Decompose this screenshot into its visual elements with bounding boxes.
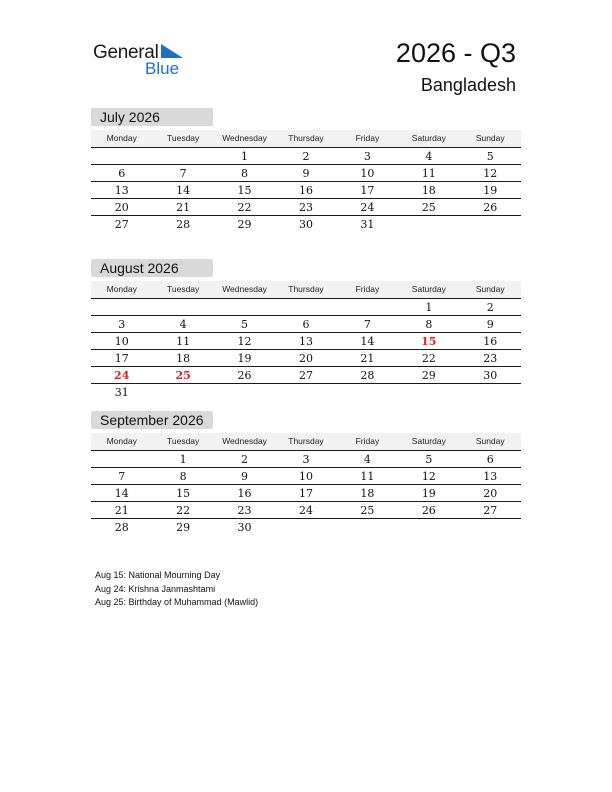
day-cell: 22 <box>237 201 252 214</box>
day-cell: 16 <box>298 184 313 197</box>
day-cell: 1 <box>425 301 433 314</box>
day-cell: 7 <box>363 318 371 331</box>
day-cell: 26 <box>421 504 436 517</box>
weekday-header: Wednesday <box>222 284 267 294</box>
logo-general-text: General <box>93 42 159 63</box>
day-cell: 28 <box>114 521 129 534</box>
empty-day-cell <box>152 148 213 164</box>
day-cell: 21 <box>360 352 375 365</box>
week-row <box>91 182 521 199</box>
day-cell: 26 <box>237 369 252 382</box>
day-cell: 6 <box>118 167 126 180</box>
weekday-header: Monday <box>106 133 137 143</box>
empty-day-cell <box>152 384 213 400</box>
empty-day-cell <box>214 299 275 315</box>
holiday-notes <box>95 569 258 610</box>
day-cell: 4 <box>179 318 187 331</box>
day-cell: 29 <box>176 521 191 534</box>
month-label: July 2026 <box>91 108 213 126</box>
weekday-header: Tuesday <box>166 133 200 143</box>
weekday-header: Monday <box>106 436 137 446</box>
day-cell: 28 <box>360 369 375 382</box>
weekday-header: Sunday <box>475 133 505 143</box>
day-cell: 19 <box>237 352 252 365</box>
weekday-header: Friday <box>355 436 380 446</box>
day-cell: 24 <box>360 201 375 214</box>
day-cell: 20 <box>114 201 129 214</box>
day-cell: 9 <box>486 318 494 331</box>
day-cell: 19 <box>483 184 498 197</box>
week-row <box>91 384 521 400</box>
holiday-note: Aug 24: Krishna Janmashtami <box>95 583 216 594</box>
logo-blue-text: Blue <box>145 59 180 78</box>
week-row <box>91 316 521 333</box>
week-row <box>91 519 521 535</box>
week-row <box>91 216 521 232</box>
day-cell: 8 <box>425 318 433 331</box>
day-cell: 27 <box>114 218 129 231</box>
day-cell: 17 <box>298 487 313 500</box>
empty-day-cell <box>91 451 152 467</box>
empty-day-cell <box>275 519 336 535</box>
empty-day-cell <box>275 384 336 400</box>
day-cell: 23 <box>237 504 252 517</box>
day-cell: 5 <box>486 150 494 163</box>
month-label: August 2026 <box>91 259 213 277</box>
week-row <box>91 468 521 485</box>
empty-day-cell <box>460 216 521 232</box>
empty-day-cell <box>398 216 459 232</box>
empty-day-cell <box>460 384 521 400</box>
week-row <box>91 485 521 502</box>
month-label: September 2026 <box>91 411 213 429</box>
month-july <box>91 108 521 232</box>
day-cell: 22 <box>421 352 436 365</box>
day-cell: 28 <box>176 218 191 231</box>
week-row <box>91 502 521 519</box>
day-cell: 18 <box>360 487 375 500</box>
day-cell: 2 <box>486 301 494 314</box>
empty-day-cell <box>214 384 275 400</box>
day-cell: 11 <box>176 335 191 348</box>
day-cell: 30 <box>483 369 498 382</box>
day-cell: 11 <box>360 470 375 483</box>
country-name: Bangladesh <box>420 75 516 95</box>
week-row <box>91 148 521 165</box>
day-cell: 27 <box>483 504 498 517</box>
week-row <box>91 333 521 350</box>
weekday-header: Friday <box>355 284 380 294</box>
week-row <box>91 367 521 384</box>
empty-day-cell <box>460 519 521 535</box>
day-cell: 14 <box>114 487 129 500</box>
day-cell: 2 <box>302 150 310 163</box>
weekday-header: Tuesday <box>166 436 200 446</box>
day-cell: 6 <box>486 453 494 466</box>
day-cell: 3 <box>363 150 371 163</box>
day-cell: 23 <box>298 201 313 214</box>
day-cell: 4 <box>363 453 371 466</box>
weekday-header: Wednesday <box>222 436 267 446</box>
day-cell: 25 <box>175 369 191 382</box>
day-cell: 15 <box>176 487 191 500</box>
weekday-header: Sunday <box>475 284 505 294</box>
day-cell: 15 <box>237 184 252 197</box>
day-cell: 20 <box>483 487 498 500</box>
week-row <box>91 350 521 367</box>
day-cell: 13 <box>114 184 129 197</box>
day-cell: 15 <box>421 335 437 348</box>
day-cell: 17 <box>114 352 129 365</box>
day-cell: 31 <box>114 386 129 399</box>
day-cell: 9 <box>302 167 310 180</box>
empty-day-cell <box>152 299 213 315</box>
day-cell: 27 <box>298 369 313 382</box>
week-row <box>91 165 521 182</box>
day-cell: 5 <box>241 318 249 331</box>
empty-day-cell <box>398 519 459 535</box>
day-cell: 14 <box>176 184 191 197</box>
day-cell: 12 <box>421 470 436 483</box>
weekday-header-row <box>91 281 521 299</box>
day-cell: 31 <box>360 218 375 231</box>
day-cell: 8 <box>179 470 187 483</box>
day-cell: 13 <box>483 470 498 483</box>
day-cell: 8 <box>241 167 249 180</box>
day-cell: 3 <box>118 318 126 331</box>
day-cell: 7 <box>179 167 187 180</box>
weekday-header: Saturday <box>411 436 446 446</box>
day-cell: 12 <box>483 167 498 180</box>
week-row <box>91 199 521 216</box>
week-row <box>91 451 521 468</box>
day-cell: 9 <box>241 470 249 483</box>
empty-day-cell <box>275 299 336 315</box>
empty-day-cell <box>337 519 398 535</box>
day-cell: 25 <box>360 504 375 517</box>
weekday-header: Sunday <box>475 436 505 446</box>
empty-day-cell <box>398 384 459 400</box>
day-cell: 5 <box>425 453 433 466</box>
weekday-header: Friday <box>355 133 380 143</box>
logo <box>93 40 203 80</box>
day-cell: 29 <box>237 218 252 231</box>
day-cell: 18 <box>176 352 191 365</box>
day-cell: 10 <box>298 470 313 483</box>
day-cell: 29 <box>421 369 436 382</box>
day-cell: 20 <box>298 352 313 365</box>
weekday-header-row <box>91 130 521 148</box>
day-cell: 21 <box>176 201 191 214</box>
day-cell: 13 <box>298 335 313 348</box>
weekday-header: Tuesday <box>166 284 200 294</box>
weekday-header: Saturday <box>411 284 446 294</box>
day-cell: 25 <box>421 201 436 214</box>
day-cell: 19 <box>421 487 436 500</box>
day-cell: 2 <box>241 453 249 466</box>
day-cell: 24 <box>114 369 130 382</box>
day-cell: 4 <box>425 150 433 163</box>
empty-day-cell <box>91 299 152 315</box>
day-cell: 12 <box>237 335 252 348</box>
day-cell: 18 <box>421 184 436 197</box>
holiday-note: Aug 15: National Mourning Day <box>95 570 221 580</box>
weekday-header: Thursday <box>288 133 324 143</box>
holiday-note: Aug 25: Birthday of Muhammad (Mawlid) <box>95 597 259 607</box>
day-cell: 30 <box>237 521 252 534</box>
day-cell: 26 <box>483 201 498 214</box>
day-cell: 1 <box>179 453 187 466</box>
weekday-header: Wednesday <box>222 133 267 143</box>
weekday-header: Thursday <box>288 436 324 446</box>
weekday-header-row <box>91 433 521 451</box>
day-cell: 10 <box>114 335 129 348</box>
weekday-header: Thursday <box>288 284 324 294</box>
month-september <box>91 411 521 535</box>
day-cell: 16 <box>483 335 498 348</box>
empty-day-cell <box>91 148 152 164</box>
day-cell: 22 <box>176 504 191 517</box>
day-cell: 21 <box>114 504 129 517</box>
page-title: 2026 - Q3 <box>395 38 516 68</box>
day-cell: 17 <box>360 184 375 197</box>
day-cell: 14 <box>360 335 375 348</box>
day-cell: 16 <box>237 487 252 500</box>
day-cell: 6 <box>302 318 310 331</box>
day-cell: 23 <box>483 352 498 365</box>
day-cell: 11 <box>421 167 436 180</box>
weekday-header: Saturday <box>411 133 446 143</box>
day-cell: 30 <box>298 218 313 231</box>
day-cell: 1 <box>241 150 249 163</box>
day-cell: 3 <box>302 453 310 466</box>
weekday-header: Monday <box>106 284 137 294</box>
day-cell: 7 <box>118 470 126 483</box>
day-cell: 24 <box>298 504 313 517</box>
empty-day-cell <box>337 384 398 400</box>
empty-day-cell <box>337 299 398 315</box>
day-cell: 10 <box>360 167 375 180</box>
month-august <box>91 259 521 400</box>
week-row <box>91 299 521 316</box>
